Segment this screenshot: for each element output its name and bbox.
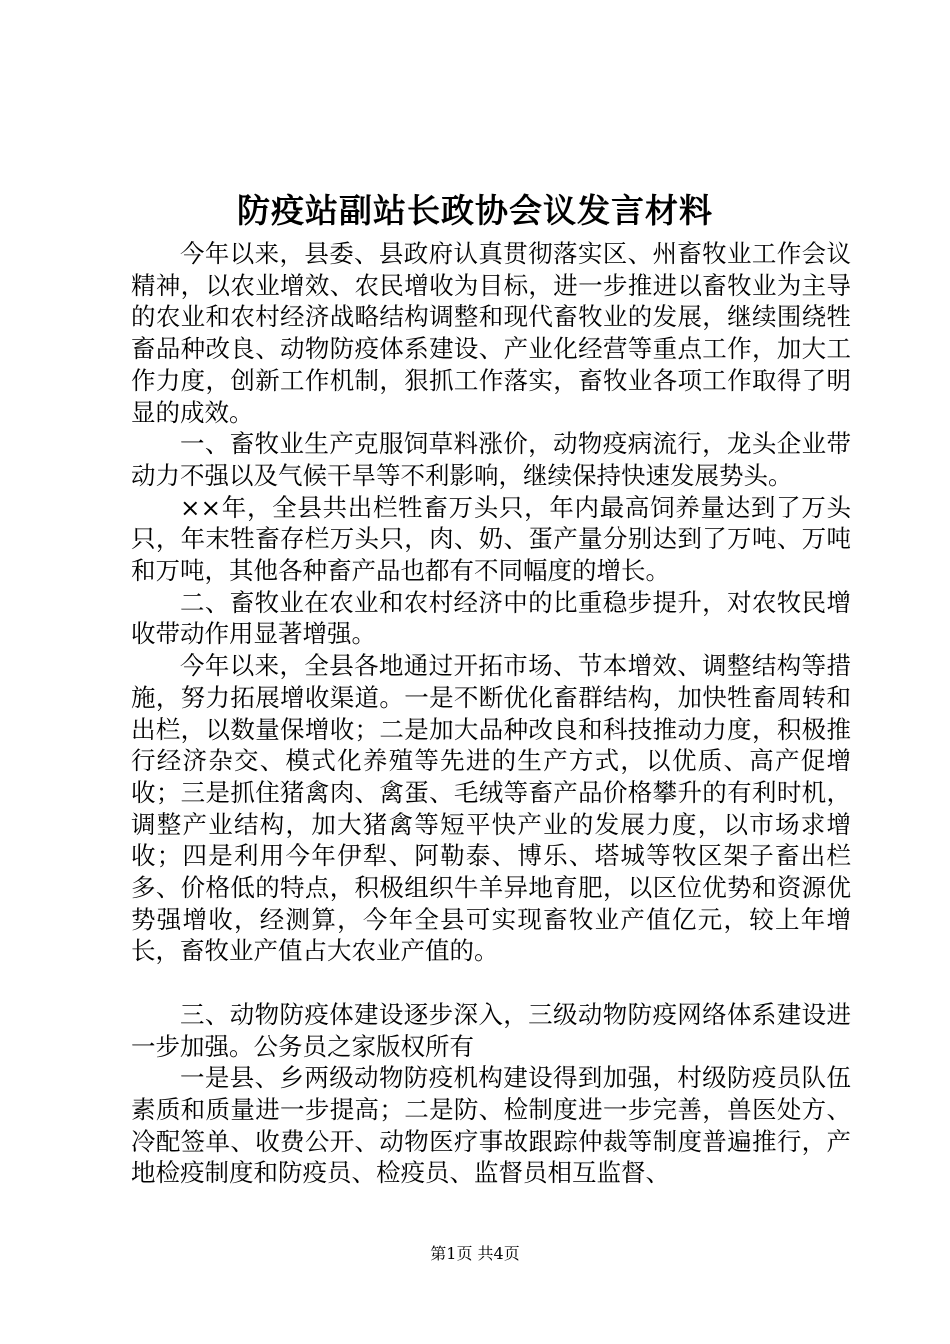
paragraph-section-one-heading: 一、畜牧业生产克服饲草料涨价，动物疫病流行，龙头企业带动力不强以及气候干旱等不利影响，继续保持快速发展势头。 — [131, 429, 851, 490]
document-title: 防疫站副站长政协会议发言材料 — [237, 191, 713, 230]
paragraph-intro: 今年以来，县委、县政府认真贯彻落实区、州畜牧业工作会议精神，以农业增效、农民增收为目标，进一步推进以畜牧业为主导的农业和农村经济战略结构调整和现代畜牧业的发展，继续围绕牲畜品种改良、动物防疫体系建设、产业化经营等重点工作，加大工作力度，创新工作机制，狠抓工作落实，畜牧业各项工作取得了明显的成效。 — [131, 239, 851, 427]
paragraph-section-three-body: 一是县、乡两级动物防疫机构建设得到加强，村级防疫员队伍素质和质量进一步提高；二是防、检制度进一步完善，兽医处方、冷配签单、收费公开、动物医疗事故跟踪仲裁等制度普遍推行，产地检疫制度和防疫员、检疫员、监督员相互监督、 — [131, 1063, 851, 1188]
document-body — [131, 238, 851, 1189]
paragraph-section-two-body: 今年以来，全县各地通过开拓市场、节本增效、调整结构等措施，努力拓展增收渠道。一是不断优化畜群结构，加快牲畜周转和出栏，以数量保增收；二是加大品种改良和科技推动力度，积极推行经济杂交、模式化养殖等先进的生产方式，以优质、高产促增收；三是抓住猪禽肉、禽蛋、毛绒等畜产品价格攀升的有利时机，调整产业结构，加大猪禽等短平快产业的发展力度，以市场求增收；四是利用今年伊犁、阿勒泰、博乐、塔城等牧区架子畜出栏多、价格低的特点，积极组织牛羊异地育肥，以区位优势和资源优势强增收，经测算，今年全县可实现畜牧业产值亿元，较上年增长，畜牧业产值占大农业产值的。 — [131, 651, 851, 966]
paragraph-section-two-heading: 二、畜牧业在农业和农村经济中的比重稳步提升，对农牧民增收带动作用显著增强。 — [131, 587, 851, 649]
paragraph-section-one-body: ××年，全县共出栏牲畜万头只，年内最高饲养量达到了万头只，年末牲畜存栏万头只，肉、奶、蛋产量分别达到了万吨、万吨和万吨，其他各种畜产品也都有不同幅度的增长。 — [131, 492, 851, 586]
page-number-footer: 第1页 共4页 — [430, 1244, 520, 1263]
paragraph-section-three-heading: 三、动物防疫体建设逐步深入，三级动物防疫网络体系建设进一步加强。公务员之家版权所有 — [131, 999, 851, 1061]
